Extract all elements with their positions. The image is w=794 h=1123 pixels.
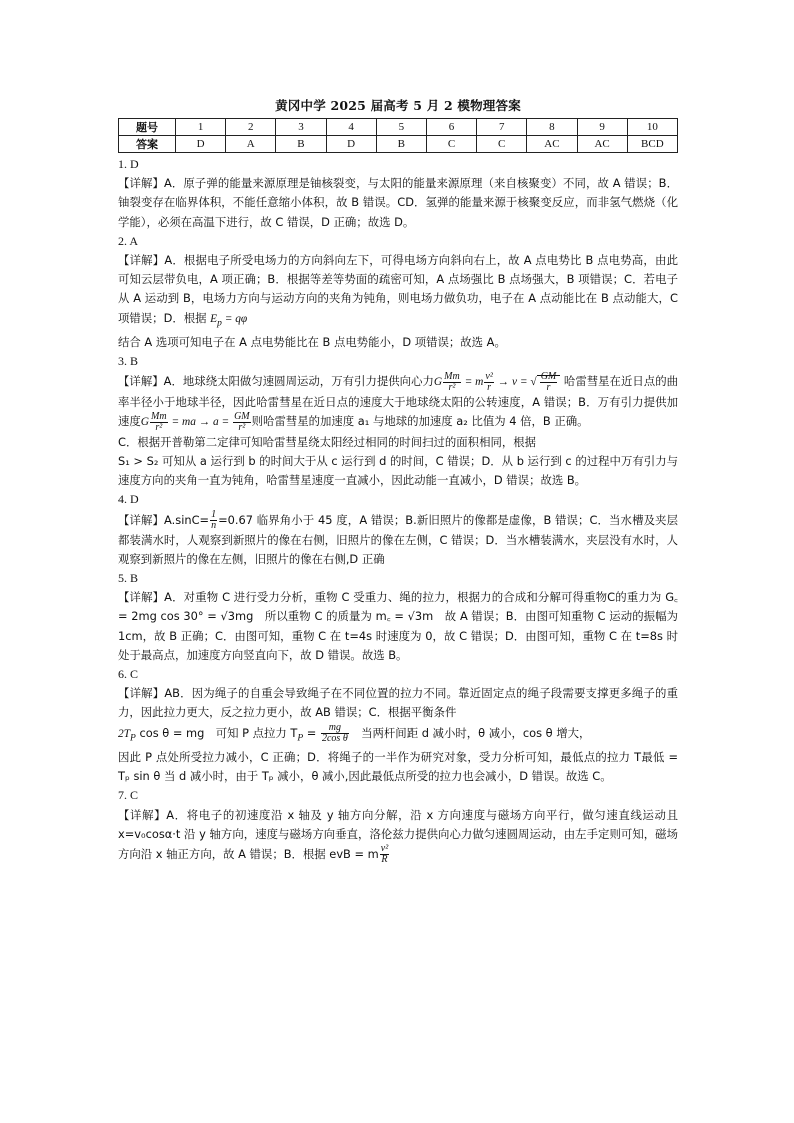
question-7-answer: 7. C	[118, 788, 139, 803]
table-cell: 2	[226, 119, 276, 136]
table-cell: 6	[426, 119, 476, 136]
table-cell: D	[176, 136, 226, 153]
question-3-explanation-c: C．根据开普勒第二定律可知哈雷彗星绕太阳经过相同的时间扫过的面积相同，根据	[118, 434, 537, 449]
table-cell: 1	[176, 119, 226, 136]
question-6-answer: 6. C	[118, 666, 139, 681]
question-3-answer: 3. B	[118, 354, 139, 369]
table-cell: 4	[326, 119, 376, 136]
table-cell: 3	[276, 119, 326, 136]
table-cell: A	[226, 136, 276, 153]
table-cell: D	[326, 136, 376, 153]
question-2-explanation	[118, 251, 678, 352]
table-cell: 10	[627, 119, 677, 136]
page-title: 黄冈中学 2025 届高考 5 月 2 模物理答案	[275, 98, 521, 113]
table-cell: B	[276, 136, 326, 153]
table-cell: 9	[577, 119, 627, 136]
table-cell: BCD	[627, 136, 677, 153]
q3-formula-2: G $\frac{Mm}{\text{r²}}$ = ma → a = $\frac{GM}{\text{r²}}$	[140, 410, 250, 433]
question-7-explanation: 【详解】A．将电子的初速度沿 x 轴及 y 轴方向分解，沿 x 方向速度与磁场方向平行，做匀速直线运动且 x=v₀cosα·t 沿 y 轴方向，速度与磁场方向垂直，洛伦兹力提供向心力做匀速圆周运动，由左手定则可知，磁场方向沿 x 轴正方向，故 A 错误；B．根据 evB = m $\frac{\text{v²}}{R}$	[118, 807, 678, 866]
question-4-answer: 4. D	[118, 492, 139, 507]
q3-formula-1: G $\frac{Mm}{\text{r²}}$ = m $\frac{\text{v²}}{r}$ → v = √ $\frac{GM}{r}$	[434, 376, 560, 388]
table-cell: 7	[477, 119, 527, 136]
question-4-explanation: 【详解】A.sinC= $\frac{1}{n}$ =0.67 临界角小于 45 度，A 错误；B.新旧照片的像都是虚像，B 错误；C．当水槽及夹层都装满水时，人观察到新照片的像在右侧，旧照片的像在左侧，C 错误；D．当水槽装满水，夹层没有水时，人观察到新照片的像在左侧，旧照片的像在右侧,D 正确	[118, 508, 678, 566]
question-6-explanation: 【详解】AB．因为绳子的自重会导致绳子在不同位置的拉力不同。靠近固定点的绳子段需要支撑更多绳子的重力，因此拉力更大，反之拉力更小，故 AB 错误；C．根据平衡条件	[118, 686, 678, 720]
answer-table	[118, 118, 678, 153]
table-cell: AC	[577, 136, 627, 153]
table-cell: C	[426, 136, 476, 153]
table-header-question: 题号	[119, 119, 176, 136]
table-row-answers	[119, 136, 678, 153]
table-cell: C	[477, 136, 527, 153]
question-5-explanation: 【详解】A．对重物 C 进行受力分析，重物 C 受重力、绳的拉力，根据力的合成和分解可得重物C的重力为 G꜀ = 2mg cos 30° = √3mg 所以重物 C 的质量为 m꜀ = √3m 故 A 错误；B．由图可知重物 C 运动的振幅为 1cm，故 B 正确；C．由图可知，重物 C 在 t=4s 时速度为 0，故 C 错误；D．由图可知，重物 C 在 t=8s 时处于最高点，加速度方向竖直向下，故 D 错误。故选 B。	[118, 590, 678, 662]
q2-text-2: 结合 A 选项可知电子在 A 点电势能比在 B 点电势能小，D 项错误；故选 A。	[118, 335, 506, 350]
question-3-explanation: 【详解】A．地球绕太阳做匀速圆周运动，万有引力提供向心力G $\frac{Mm}{\text{r²}}$ = m $\frac{\text{v²}}{r}$ → v = √ $\frac{GM}{r}$ 哈雷彗星在近日点的曲率半径小于地球半径，因此哈雷彗星在近日点的速度大于地球绕太阳的公转速度，A 错误；B．万有引力提供加速度G $\frac{Mm}{\text{r²}}$ = ma → a = $\frac{GM}{\text{r²}}$ 则哈雷彗星的加速度 a₁ 与地球的加速度 a₂ 比值为 4 倍，B 正确。	[118, 370, 678, 433]
question-6-formula-line: $2T_P$ cos θ = mg 可知 P 点拉力 $T_P$ = $\frac{mg}{\text{2cos θ}}$ 当两杆间距 d 减小时，θ 减小，cos θ 增大，	[118, 721, 591, 744]
question-6-explanation-2: 因此 P 点处所受拉力减小，C 正确；D．将绳子的一半作为研究对象，受力分析可知，最低点的拉力 T最低 = Tₚ sin θ 当 d 减小时，由于 Tₚ 减小，θ 减小,因此最低点所受的拉力也会减小，D 错误。故选 C。	[118, 750, 678, 784]
q2-text-1: 【详解】A．根据电子所受电场力的方向斜向左下，可得电场方向斜向右上，故 A 点电势比 B 点电势高，由此可知云层带负电，A 项正确；B．根据等差等势面的疏密可知，A 点场强比 B 点场强大，B 项错误；C．若电子从 A 运动到 B，电场力方向与运动方向的夹角为钝角，则电场力做负功，电子在 A 点动能比在 B 点动能大，C 项错误；D．根据	[118, 253, 678, 325]
question-2-answer: 2. A	[118, 233, 139, 248]
table-row-numbers	[119, 119, 678, 136]
question-3-explanation-d: S₁ > S₂ 可知从 a 运行到 b 的时间大于从 c 运行到 d 的时间，C 错误；D．从 b 运行到 c 的过程中万有引力与速度方向的夹角一直为钝角，哈雷彗星速度一直减小，因此动能一直减小，D 错误；故选 B。	[118, 453, 678, 488]
question-1-explanation: 【详解】A．原子弹的能量来源原理是铀核裂变，与太阳的能量来源原理（来自核聚变）不同，故 A 错误；B．铀裂变存在临界体积，不能任意缩小体积，故 B 错误。CD．氢弹的能量来源于核聚变反应，而非氢气燃烧（化学能），必须在高温下进行，故 C 错误，D 正确；故选 D。	[118, 176, 678, 229]
table-header-answer: 答案	[119, 136, 176, 153]
q2-formula: $E_p = q\varphi$	[210, 312, 248, 328]
table-cell: 5	[376, 119, 426, 136]
table-cell: 8	[527, 119, 577, 136]
table-cell: AC	[527, 136, 577, 153]
question-5-answer: 5. B	[118, 570, 139, 585]
explanations	[118, 155, 678, 865]
question-1-answer: 1. D	[118, 157, 139, 171]
table-cell: B	[376, 136, 426, 153]
answer-page	[118, 96, 678, 865]
